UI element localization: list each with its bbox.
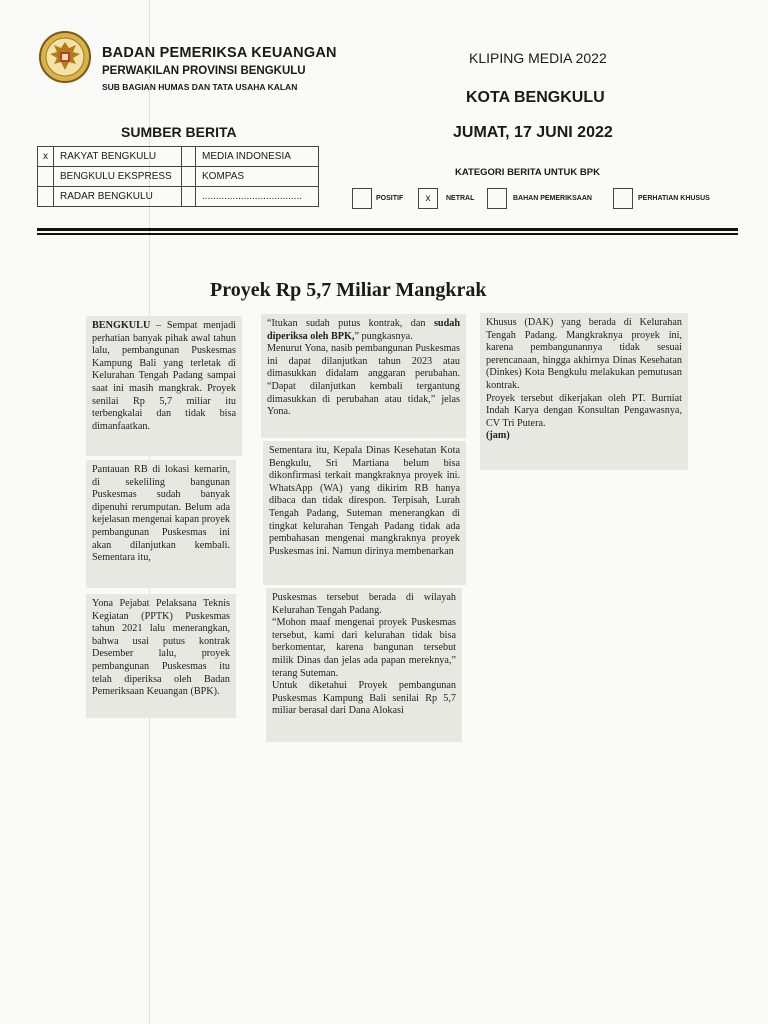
header-divider <box>37 233 738 235</box>
category-label-netral: NETRAL <box>446 195 475 202</box>
source-row <box>38 187 319 207</box>
source-row <box>38 147 319 167</box>
org-branch: PERWAKILAN PROVINSI BENGKULU <box>102 65 306 77</box>
article-headline: Proyek Rp 5,7 Miliar Mangkrak <box>210 279 487 301</box>
article-text-bold: sudah diperiksa oleh BPK, <box>267 318 460 342</box>
article-text: Puskesmas tersebut berada di wilayah Kelurahan Tengah Padang. “Mohon maaf mengenai proyek Puskesmas tersebut, kami dari kelurahan tidak bisa berkomentar, karena bangunan tersebut milik Dinas dan jelas ada papan mereknya,” terang Suteman. Untuk diketahui Proyek pembangunan Puskesmas Kampung Bali senilai Rp 5,7 miliar berasal dari Dana Alokasi <box>272 592 456 717</box>
date-label: JUMAT, 17 JUNI 2022 <box>453 124 613 141</box>
source-name: RADAR BENGKULU <box>54 187 182 207</box>
article-text: – Sempat menjadi perhatian banyak pihak awal tahun lalu, pembangunan Puskesmas Kampung Bali yang terletak di Kelurahan Tengah Padang sampai saat ini masih mangkrak. Proyek senilai Rp 5,7 miliar itu terbengkalai dan tidak bisa dimanfaatkan. <box>92 320 236 432</box>
kliping-title: KLIPING MEDIA 2022 <box>469 50 607 66</box>
category-checkbox-netral: x <box>418 188 438 209</box>
category-label-positif: POSITIF <box>376 195 404 202</box>
source-checkbox <box>182 167 196 187</box>
source-section-title: SUMBER BERITA <box>121 124 237 140</box>
article-byline: (jam) <box>486 430 510 442</box>
article-column-2c <box>266 588 462 742</box>
source-checkbox: x <box>38 147 54 167</box>
source-checkbox <box>182 147 196 167</box>
source-checkbox <box>38 187 54 207</box>
category-checkbox-perhatian-khusus <box>613 188 633 209</box>
city-label: KOTA BENGKULU <box>466 89 605 106</box>
article-column-1a <box>86 316 242 456</box>
category-label-perhatian-khusus: PERHATIAN KHUSUS <box>638 195 710 202</box>
article-column-2b <box>263 441 466 585</box>
header-divider <box>37 228 738 231</box>
article-text: Khusus (DAK) yang berada di Kelurahan Tengah Padang. Mangkraknya proyek ini, karena pembangunannya tidak sesuai perencanaan, hingga akhirnya Dinas Kesehatan (Dinkes) Kota Bengkulu melakukan pemutusan kontrak. Proyek tersebut dikerjakan oleh PT. Burniat Indah Karya dengan Konsultan Pengawasnya, CV Tri Putera. <box>486 317 682 429</box>
article-column-2a <box>261 314 466 438</box>
article-column-1b <box>86 460 236 588</box>
source-table <box>37 146 319 207</box>
org-name: BADAN PEMERIKSA KEUANGAN <box>102 45 337 61</box>
source-name: KOMPAS <box>196 167 319 187</box>
article-column-1c <box>86 594 236 718</box>
article-text: Yona Pejabat Pelaksana Teknis Kegiatan (PPTK) Puskesmas tahun 2021 lalu menerangkan, bahwa usai putus kontrak Desember lalu, proyek pembangunan Puskesmas itu telah diperiksa oleh Badan Pemeriksaan Keuangan (BPK). <box>92 598 230 698</box>
source-row <box>38 167 319 187</box>
category-checkbox-positif <box>352 188 372 209</box>
article-column-3 <box>480 313 688 470</box>
org-unit: SUB BAGIAN HUMAS DAN TATA USAHA KALAN <box>102 82 298 92</box>
article-text: Sementara itu, Kepala Dinas Kesehatan Kota Bengkulu, Sri Martiana belum bisa dikonfirmasi terkait mangkraknya proyek ini. WhatsApp (WA) yang dikirim RB hanya dibaca dan tidak direspon. Terpisah, Lurah Tengah Padang, Suteman menerangkan di tingkat kelurahan Tengah Padang tidak ada pembahasan mengenai mangkraknya proyek Puskesmas ini. Namun dirinya membenarkan <box>269 445 460 557</box>
article-text: ” pungkasnya. Menurut Yona, nasib pembangunan Puskesmas ini dapat dilanjutkan tahun 2023 atau dimasukkan didalam anggaran perubahan. “Dapat dilanjutkan kembali tergantung dimasukkan di perubahan atau tidak,” jelas Yona. <box>267 330 460 418</box>
source-name: .................................... <box>196 187 319 207</box>
source-name: BENGKULU EKSPRESS <box>54 167 182 187</box>
article-text: “Itukan sudah putus kontrak, dan <box>267 318 434 329</box>
garuda-emblem-logo <box>38 30 92 84</box>
source-checkbox <box>182 187 196 207</box>
category-section-title: KATEGORI BERITA UNTUK BPK <box>455 167 600 178</box>
article-dateline: BENGKULU <box>92 320 151 331</box>
source-name: MEDIA INDONESIA <box>196 147 319 167</box>
article-text: Pantauan RB di lokasi kemarin, di sekeliling bangunan Puskesmas sudah banyak dipenuhi rerumputan. Belum ada kejelasan mengenai kapan proyek pembangunan Puskesmas ini akan dilanjutkan kembali. Sementara itu, <box>92 464 230 564</box>
category-label-bahan-pemeriksaan: BAHAN PEMERIKSAAN <box>513 195 592 202</box>
category-checkbox-bahan-pemeriksaan <box>487 188 507 209</box>
source-checkbox <box>38 167 54 187</box>
source-name: RAKYAT BENGKULU <box>54 147 182 167</box>
